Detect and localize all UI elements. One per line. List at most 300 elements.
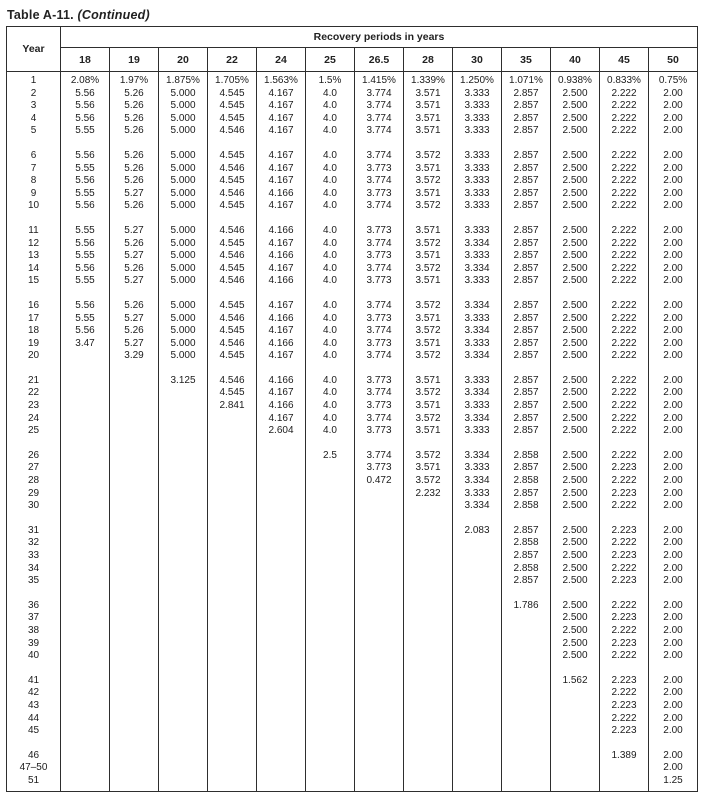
rate-cell [257, 687, 306, 700]
rate-cell: 3.773 [355, 188, 404, 201]
rate-cell [110, 762, 159, 775]
rate-cell [257, 575, 306, 588]
spacer-cell [257, 288, 306, 297]
rate-cell: 4.167 [257, 100, 306, 113]
rate-cell [306, 625, 355, 638]
spacer-cell [257, 738, 306, 747]
rate-cell: 3.774 [355, 125, 404, 138]
rate-cell [306, 650, 355, 663]
rate-cell: 5.26 [110, 325, 159, 338]
table-row [7, 625, 698, 638]
spacer-cell [61, 738, 110, 747]
rate-cell [502, 713, 551, 726]
spacer-cell [600, 663, 649, 672]
rate-cell [110, 488, 159, 501]
spacer-cell [257, 138, 306, 147]
rate-cell: 4.0 [306, 163, 355, 176]
rate-cell: 2.222 [600, 563, 649, 576]
spacer-cell [502, 213, 551, 222]
rate-cell [600, 775, 649, 791]
rate-cell [159, 713, 208, 726]
rate-cell [159, 638, 208, 651]
rate-cell: 2.857 [502, 313, 551, 326]
rate-cell: 2.00 [649, 163, 698, 176]
spacer-cell [600, 738, 649, 747]
rate-cell [110, 713, 159, 726]
rate-cell [355, 500, 404, 513]
rate-cell: 2.500 [551, 638, 600, 651]
rate-cell: 2.500 [551, 400, 600, 413]
rate-cell [502, 775, 551, 791]
rate-cell: 3.333 [453, 372, 502, 388]
rate-cell: 2.857 [502, 163, 551, 176]
rate-cell [159, 462, 208, 475]
rate-cell [502, 672, 551, 688]
rate-cell: 3.334 [453, 387, 502, 400]
rate-cell: 3.774 [355, 413, 404, 426]
rate-cell: 3.571 [404, 313, 453, 326]
rate-cell: 2.500 [551, 625, 600, 638]
rate-cell [110, 475, 159, 488]
year-cell: 25 [7, 425, 61, 438]
rate-cell: 1.97% [110, 72, 159, 88]
rate-cell: 4.545 [208, 297, 257, 313]
rate-cell: 3.571 [404, 462, 453, 475]
spacer-cell [7, 513, 61, 522]
rate-cell: 2.00 [649, 100, 698, 113]
spacer-cell [7, 138, 61, 147]
rate-cell: 4.166 [257, 400, 306, 413]
rate-cell [61, 650, 110, 663]
rate-cell [453, 625, 502, 638]
rate-cell: 5.55 [61, 250, 110, 263]
rate-cell: 2.00 [649, 113, 698, 126]
rate-cell: 4.166 [257, 250, 306, 263]
rate-cell: 3.773 [355, 275, 404, 288]
rate-cell [208, 575, 257, 588]
rate-cell: 2.222 [600, 447, 649, 463]
rate-cell: 0.938% [551, 72, 600, 88]
rate-cell: 5.000 [159, 163, 208, 176]
rate-cell [61, 672, 110, 688]
rate-cell: 2.00 [649, 747, 698, 763]
rate-cell: 2.222 [600, 413, 649, 426]
rate-cell [110, 575, 159, 588]
rate-cell [110, 522, 159, 538]
spacer-cell [159, 288, 208, 297]
rate-cell [355, 563, 404, 576]
rate-cell: 5.56 [61, 175, 110, 188]
rate-cell: 5.26 [110, 125, 159, 138]
rate-cell [110, 537, 159, 550]
rate-cell: 3.572 [404, 447, 453, 463]
year-cell: 31 [7, 522, 61, 538]
rate-cell: 3.334 [453, 297, 502, 313]
rate-cell: 2.222 [600, 297, 649, 313]
rate-cell: 2.5 [306, 447, 355, 463]
rate-cell [61, 372, 110, 388]
year-cell: 40 [7, 650, 61, 663]
year-cell: 21 [7, 372, 61, 388]
spacer-cell [453, 588, 502, 597]
rate-cell [453, 672, 502, 688]
table-title-continued: (Continued) [77, 8, 150, 22]
rate-cell: 5.55 [61, 188, 110, 201]
rate-cell: 4.0 [306, 325, 355, 338]
rate-cell [257, 775, 306, 791]
rate-cell [208, 713, 257, 726]
spacer-row [7, 438, 698, 447]
rate-cell: 3.333 [453, 400, 502, 413]
rate-cell: 2.500 [551, 163, 600, 176]
rate-cell: 2.500 [551, 147, 600, 163]
rate-cell: 4.0 [306, 387, 355, 400]
spacer-cell [61, 138, 110, 147]
year-cell: 3 [7, 100, 61, 113]
rate-cell: 4.167 [257, 113, 306, 126]
rate-cell [159, 447, 208, 463]
spacer-cell [306, 513, 355, 522]
year-cell: 44 [7, 713, 61, 726]
rate-cell [355, 625, 404, 638]
rate-cell: 3.774 [355, 263, 404, 276]
rate-cell: 2.00 [649, 550, 698, 563]
rate-cell: 2.500 [551, 500, 600, 513]
spacer-cell [208, 438, 257, 447]
rate-cell [159, 650, 208, 663]
rate-cell [159, 747, 208, 763]
rate-cell [306, 725, 355, 738]
rate-cell: 5.56 [61, 100, 110, 113]
rate-cell: 5.56 [61, 238, 110, 251]
rate-cell: 1.563% [257, 72, 306, 88]
rate-cell: 3.334 [453, 475, 502, 488]
year-cell: 28 [7, 475, 61, 488]
rate-cell: 2.223 [600, 550, 649, 563]
table-row [7, 297, 698, 313]
rate-cell [257, 700, 306, 713]
spacer-cell [355, 513, 404, 522]
spacer-cell [208, 138, 257, 147]
rate-cell: 4.166 [257, 222, 306, 238]
period-column-header: 18 [61, 48, 110, 72]
spacer-cell [159, 588, 208, 597]
spacer-cell [404, 363, 453, 372]
spacer-cell [159, 363, 208, 372]
rate-cell [355, 775, 404, 791]
table-row [7, 638, 698, 651]
rate-cell: 1.786 [502, 597, 551, 613]
rate-cell: 2.500 [551, 372, 600, 388]
spacer-cell [551, 588, 600, 597]
rate-cell: 4.545 [208, 147, 257, 163]
rate-cell [404, 597, 453, 613]
rate-cell [355, 537, 404, 550]
rate-cell [306, 597, 355, 613]
spacer-cell [551, 363, 600, 372]
rate-cell [110, 500, 159, 513]
year-cell: 19 [7, 338, 61, 351]
spacer-cell [208, 213, 257, 222]
period-column-header: 28 [404, 48, 453, 72]
rate-cell: 3.333 [453, 250, 502, 263]
spacer-cell [502, 138, 551, 147]
table-row [7, 747, 698, 763]
year-cell: 16 [7, 297, 61, 313]
rate-cell: 3.774 [355, 175, 404, 188]
table-row [7, 475, 698, 488]
rate-cell: 3.773 [355, 338, 404, 351]
rate-cell: 2.500 [551, 297, 600, 313]
spacer-cell [404, 213, 453, 222]
year-cell: 39 [7, 638, 61, 651]
rate-cell: 3.773 [355, 462, 404, 475]
spacer-cell [159, 738, 208, 747]
rate-cell: 3.333 [453, 222, 502, 238]
spacer-cell [649, 738, 698, 747]
period-column-header: 20 [159, 48, 208, 72]
rate-cell: 2.500 [551, 475, 600, 488]
rate-cell [355, 700, 404, 713]
rate-cell: 2.500 [551, 175, 600, 188]
rate-cell: 4.167 [257, 200, 306, 213]
year-cell: 11 [7, 222, 61, 238]
rate-cell: 4.166 [257, 313, 306, 326]
spacer-cell [110, 363, 159, 372]
rate-cell: 2.222 [600, 425, 649, 438]
rate-cell: 5.27 [110, 313, 159, 326]
spacer-cell [355, 138, 404, 147]
rate-cell [257, 597, 306, 613]
spacer-cell [502, 513, 551, 522]
rate-cell: 2.500 [551, 238, 600, 251]
year-cell: 15 [7, 275, 61, 288]
year-cell: 41 [7, 672, 61, 688]
rate-cell: 3.333 [453, 200, 502, 213]
rate-cell: 2.223 [600, 700, 649, 713]
rate-cell: 2.857 [502, 488, 551, 501]
year-cell: 6 [7, 147, 61, 163]
rate-cell: 2.500 [551, 488, 600, 501]
spacer-cell [110, 513, 159, 522]
rate-cell [110, 687, 159, 700]
rate-cell [159, 612, 208, 625]
spacer-cell [502, 588, 551, 597]
table-row [7, 325, 698, 338]
period-column-header: 19 [110, 48, 159, 72]
rate-cell [453, 775, 502, 791]
rate-cell: 0.472 [355, 475, 404, 488]
rate-cell [502, 612, 551, 625]
rate-cell: 2.858 [502, 500, 551, 513]
table-row [7, 725, 698, 738]
rate-cell: 3.334 [453, 238, 502, 251]
table-row [7, 100, 698, 113]
rate-cell [208, 597, 257, 613]
rate-cell: 4.166 [257, 338, 306, 351]
rate-cell: 3.571 [404, 250, 453, 263]
rate-cell: 5.27 [110, 222, 159, 238]
rate-cell: 2.857 [502, 88, 551, 101]
spacer-cell [61, 513, 110, 522]
year-cell: 1 [7, 72, 61, 88]
rate-cell: 4.546 [208, 338, 257, 351]
rate-cell [61, 462, 110, 475]
spacer-cell [453, 138, 502, 147]
rate-cell: 2.00 [649, 700, 698, 713]
table-row [7, 88, 698, 101]
spacer-row [7, 213, 698, 222]
table-header [7, 27, 698, 72]
year-cell: 34 [7, 563, 61, 576]
rate-cell [208, 672, 257, 688]
rate-cell: 5.55 [61, 222, 110, 238]
rate-cell [61, 638, 110, 651]
rate-cell: 2.500 [551, 387, 600, 400]
spacer-cell [7, 363, 61, 372]
rate-cell [208, 500, 257, 513]
rate-cell: 2.00 [649, 500, 698, 513]
rate-cell: 2.223 [600, 522, 649, 538]
rate-cell: 2.222 [600, 350, 649, 363]
rate-cell: 4.0 [306, 113, 355, 126]
rate-cell [404, 687, 453, 700]
rate-cell [453, 638, 502, 651]
spacer-cell [600, 138, 649, 147]
rate-cell: 4.0 [306, 372, 355, 388]
rate-cell: 3.774 [355, 297, 404, 313]
rate-cell [110, 387, 159, 400]
rate-cell: 4.166 [257, 372, 306, 388]
rate-cell: 5.000 [159, 338, 208, 351]
rate-cell: 2.500 [551, 597, 600, 613]
rate-cell: 5.26 [110, 113, 159, 126]
rate-cell: 4.545 [208, 200, 257, 213]
spacer-cell [110, 288, 159, 297]
rate-cell: 2.00 [649, 175, 698, 188]
rate-cell [306, 672, 355, 688]
rate-cell: 2.500 [551, 200, 600, 213]
rate-cell: 2.00 [649, 425, 698, 438]
rate-cell [61, 625, 110, 638]
spacer-cell [7, 213, 61, 222]
rate-cell: 3.333 [453, 163, 502, 176]
rate-cell: 2.00 [649, 88, 698, 101]
rate-cell: 2.00 [649, 222, 698, 238]
rate-cell: 3.572 [404, 263, 453, 276]
rate-cell: 4.545 [208, 263, 257, 276]
rate-cell [61, 447, 110, 463]
rate-cell: 3.774 [355, 200, 404, 213]
rate-cell [110, 725, 159, 738]
rate-cell [208, 447, 257, 463]
year-cell: 29 [7, 488, 61, 501]
rate-cell: 4.0 [306, 297, 355, 313]
rate-cell: 2.00 [649, 297, 698, 313]
rate-cell: 4.0 [306, 188, 355, 201]
rate-cell: 1.705% [208, 72, 257, 88]
rate-cell: 3.774 [355, 113, 404, 126]
rate-cell [306, 638, 355, 651]
rate-cell: 4.545 [208, 238, 257, 251]
rate-cell [551, 713, 600, 726]
rate-cell [61, 775, 110, 791]
period-column-header: 45 [600, 48, 649, 72]
rate-cell [110, 563, 159, 576]
rate-cell [551, 725, 600, 738]
spacer-cell [453, 438, 502, 447]
rate-cell: 2.222 [600, 88, 649, 101]
year-cell: 30 [7, 500, 61, 513]
table-row [7, 700, 698, 713]
year-cell: 5 [7, 125, 61, 138]
rate-cell: 4.0 [306, 125, 355, 138]
spacer-cell [257, 213, 306, 222]
year-cell: 2 [7, 88, 61, 101]
rate-cell: 4.545 [208, 325, 257, 338]
rate-cell [453, 550, 502, 563]
rate-cell [355, 488, 404, 501]
rate-cell: 3.774 [355, 447, 404, 463]
year-cell: 32 [7, 537, 61, 550]
rate-cell [355, 612, 404, 625]
rate-cell [453, 612, 502, 625]
rate-cell: 3.571 [404, 100, 453, 113]
rate-cell: 2.222 [600, 238, 649, 251]
rate-cell [208, 625, 257, 638]
rate-cell: 2.500 [551, 447, 600, 463]
rate-cell: 4.167 [257, 147, 306, 163]
spacer-cell [306, 213, 355, 222]
rate-cell: 3.572 [404, 475, 453, 488]
rate-cell: 3.334 [453, 350, 502, 363]
spacer-row [7, 288, 698, 297]
table-row [7, 575, 698, 588]
rate-cell [159, 522, 208, 538]
rate-cell: 3.572 [404, 200, 453, 213]
year-cell: 36 [7, 597, 61, 613]
rate-cell [355, 762, 404, 775]
rate-cell: 2.222 [600, 597, 649, 613]
rate-cell [110, 625, 159, 638]
spacer-cell [61, 363, 110, 372]
rate-cell: 5.000 [159, 275, 208, 288]
rate-cell [159, 700, 208, 713]
spacer-cell [61, 288, 110, 297]
rate-cell: 5.26 [110, 297, 159, 313]
rate-cell: 2.083 [453, 522, 502, 538]
spacer-cell [355, 288, 404, 297]
rate-cell: 4.167 [257, 88, 306, 101]
period-column-header: 24 [257, 48, 306, 72]
table-row [7, 762, 698, 775]
rate-cell [61, 400, 110, 413]
rate-cell: 2.857 [502, 575, 551, 588]
rate-cell [306, 563, 355, 576]
year-cell: 35 [7, 575, 61, 588]
rate-cell: 5.000 [159, 350, 208, 363]
rate-cell [404, 550, 453, 563]
rate-cell: 3.774 [355, 387, 404, 400]
rate-cell: 2.222 [600, 713, 649, 726]
rate-cell: 5.000 [159, 250, 208, 263]
rate-cell [502, 650, 551, 663]
spacer-row [7, 363, 698, 372]
rate-cell: 2.858 [502, 537, 551, 550]
rate-cell: 3.333 [453, 488, 502, 501]
rate-cell: 2.857 [502, 297, 551, 313]
rate-cell: 5.26 [110, 88, 159, 101]
